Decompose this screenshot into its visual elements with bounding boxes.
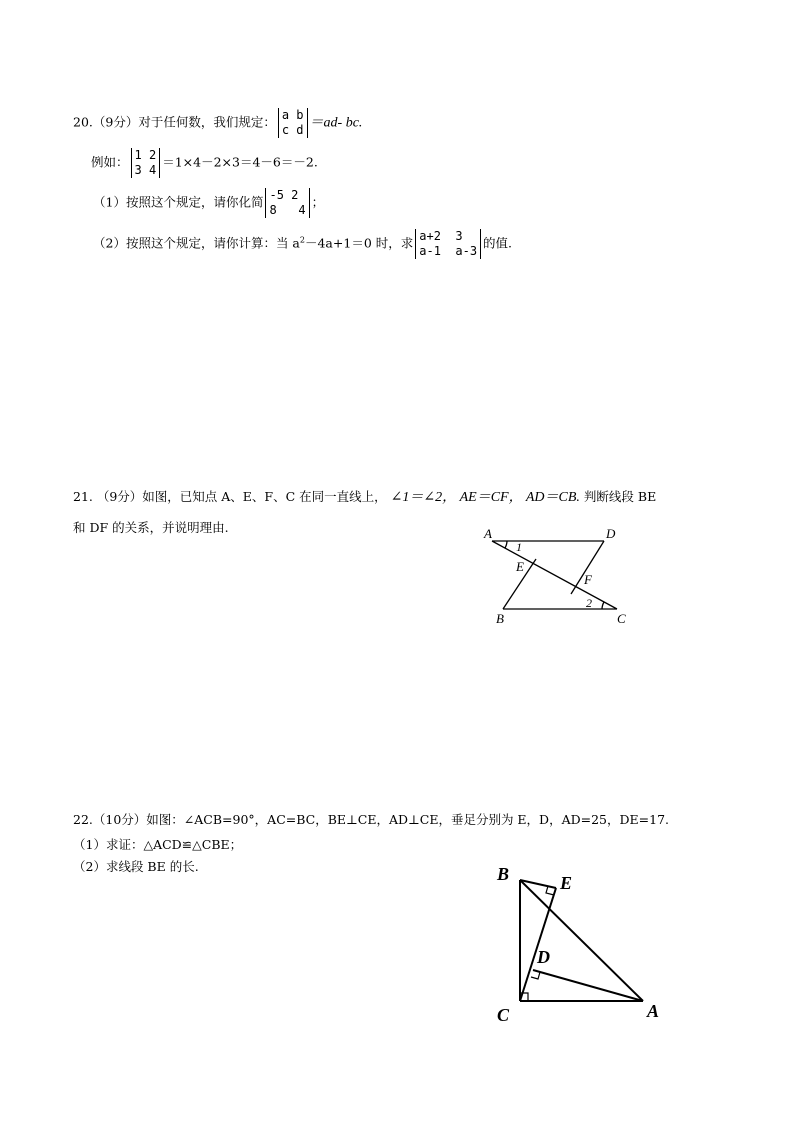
q20-example-determinant: [131, 148, 161, 178]
q21-question: 判断线段 BE: [583, 489, 657, 504]
angle-2-arc: [602, 602, 604, 609]
q20-part2-suffix: 的值.: [483, 235, 513, 251]
q22-part1: （1）求证：△ACD≌△CBE；: [73, 837, 243, 852]
det-row: a b: [281, 108, 304, 122]
segment-ce: [520, 888, 556, 1001]
label-b: B: [497, 864, 510, 884]
label-d: D: [606, 526, 616, 541]
q20-part1-suffix: ；: [311, 194, 325, 210]
det-row: a-1 a-3: [419, 244, 478, 258]
q20-example-label: 例如：: [91, 154, 129, 170]
label-c: C: [617, 611, 626, 626]
angle-1-arc: [505, 541, 507, 548]
q22-title: 22.（10分）如图：∠ACB=90°，AC=BC，BE⊥CE，AD⊥CE，垂足分别为 E，D，AD=25，DE=17.: [73, 812, 670, 827]
q20-part1: [93, 188, 324, 218]
q20-part2: [93, 229, 512, 259]
q21-figure: [480, 522, 640, 632]
q20-part2-exponent: 2: [299, 235, 305, 245]
q20-example: [91, 148, 318, 178]
det-row: 3 4: [134, 163, 157, 177]
det-row: 8 4: [269, 203, 306, 217]
q20-rule-rhs: ＝ad- bc.: [309, 115, 363, 131]
right-angle-d: [531, 972, 540, 979]
q22-part2: （2）求线段 BE 的长.: [73, 859, 199, 874]
label-angle-2: 2: [586, 596, 592, 610]
q21-line1: [73, 489, 656, 506]
label-e: E: [560, 873, 573, 893]
q21-conditions: ∠1＝∠2， AE＝CF， AD＝CB.: [390, 490, 580, 505]
det-row: a+2 3: [419, 229, 463, 243]
label-f: F: [584, 572, 592, 587]
label-d: D: [537, 947, 550, 967]
det-row: 1 2: [134, 148, 157, 162]
q21-title: 21. （9分）如图，已知点 A、E、F、C 在同一直线上，: [73, 489, 387, 504]
q20-part2-determinant: [415, 229, 481, 259]
det-row: c d: [281, 123, 304, 137]
label-a: A: [484, 526, 492, 541]
q20-title: 20.（9分）对于任何数，我们规定：: [73, 114, 276, 130]
q20-rule-determinant: [278, 108, 308, 138]
q21-line2: 和 DF 的关系，并说明理由.: [73, 520, 229, 535]
q20-line1: [73, 108, 362, 138]
q20-example-rhs: ＝1×4－2×3＝4－6＝－2.: [162, 154, 318, 170]
label-e: E: [516, 559, 524, 574]
q20-part1-determinant: [265, 188, 309, 218]
label-angle-1: 1: [516, 540, 522, 554]
q20-part2-mid: －4a+1＝0 时，求: [304, 235, 414, 251]
q22-figure: [490, 860, 680, 1030]
det-row: -5 2: [269, 188, 299, 202]
label-b: B: [496, 611, 504, 626]
label-a: A: [647, 1001, 660, 1021]
q20-part1-text: （1）按照这个规定，请你化简: [93, 194, 264, 210]
label-c: C: [497, 1005, 510, 1025]
q20-part2-text: （2）按照这个规定，请你计算：当 a: [93, 235, 300, 251]
